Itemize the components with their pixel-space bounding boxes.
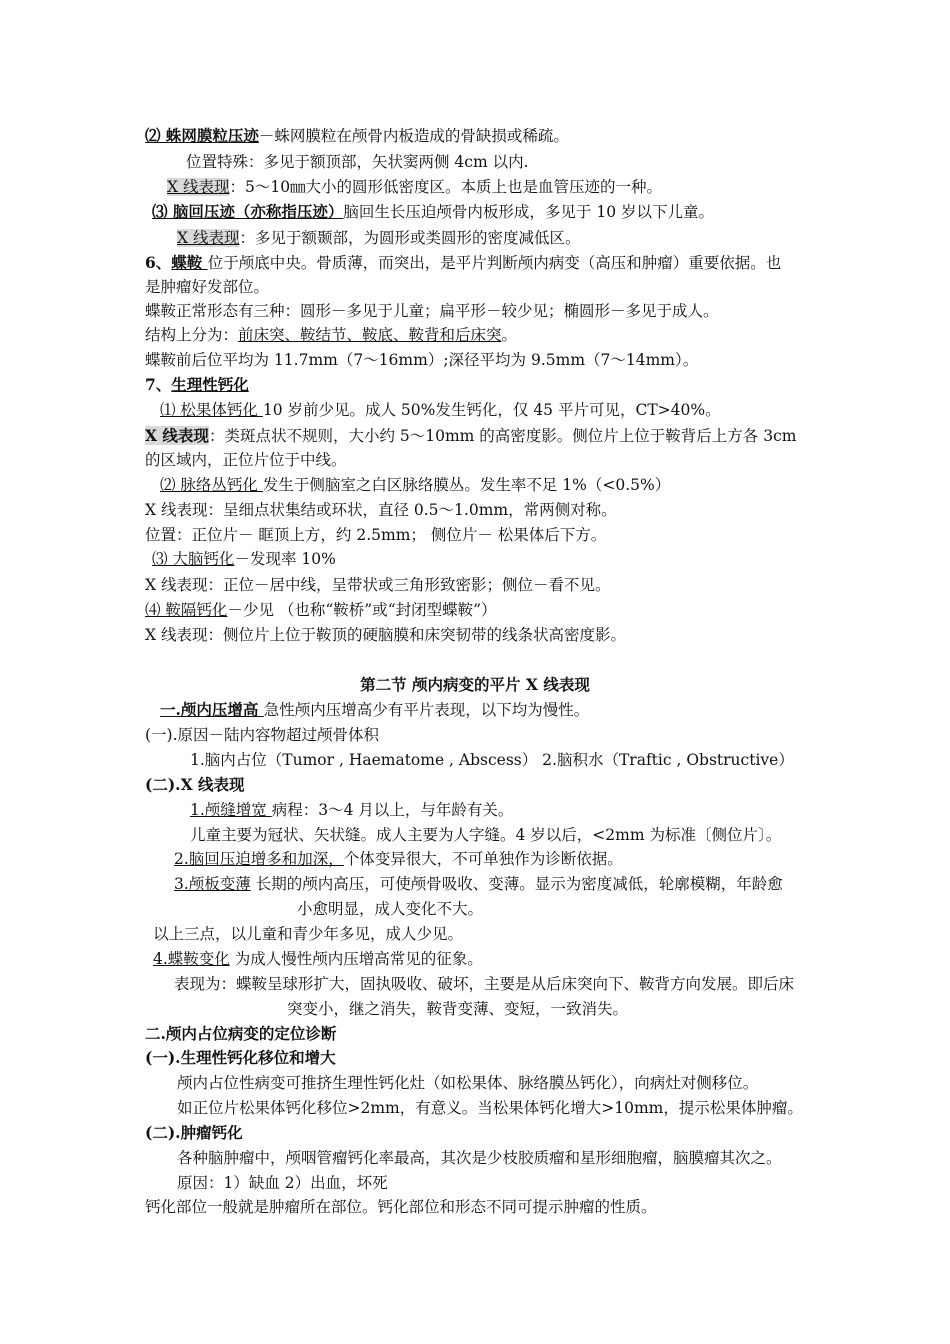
line-sella-structure: 结构上分为：前床突、鞍结节、鞍底、鞍背和后床突。 [145,326,518,344]
line-thinning: 3.颅板变薄 长期的颅内高压，可使颅骨吸收、变薄。显示为密度减低，轮廓模糊，年龄愈 [174,875,783,893]
line-tumor-calc-1: 各种脑肿瘤中，颅咽管瘤钙化率最高，其次是少枝胶质瘤和星形细胞瘤，脑膜瘤其次之。 [177,1149,782,1167]
line-manifest: 表现为：蝶鞍呈球形扩大，固执吸收、破坏，主要是从后床突向下、鞍背方向发展。即后床 [174,975,795,993]
line-displacement-2: 如正位片松果体钙化移位>2mm，有意义。当松果体钙化增大>10mm，提示松果体肿瘤。 [177,1099,803,1117]
line-sella-2: 是肿瘤好发部位。 [145,278,270,296]
heading-diaphragma: ⑷ 鞍隔钙化 [145,601,228,619]
section-title: 第二节 颅内病变的平片 X 线表现 [360,675,590,694]
line-xray-1: X 线表现：5～10㎜大小的圆形低密度区。本质上也是血管压迹的一种。 [167,178,663,196]
line-choroid: ⑵ 脉络丛钙化 发生于侧脑室之白区脉络膜丛。发生率不足 1%（<0.5%） [160,476,671,494]
heading-arachnoid: ⑵ 蛛网膜粒压迹 [145,126,259,145]
line-xray-heading: (二).X 线表现 [145,775,245,794]
line-pineal-2: 的区域内，正位片位于中线。 [145,451,347,469]
line-location: 位置特殊：多见于额顶部，矢状窦两侧 4cm 以内. [186,153,529,171]
line-displacement-1: 颅内占位性病变可推挤生理性钙化灶（如松果体、脉络膜丛钙化），向病灶对侧移位。 [177,1074,759,1092]
xray-label: X 线表现 [167,178,230,196]
heading-sella-change: 4.蝶鞍变化 [153,950,230,968]
line-xray-5: X 线表现：正位－居中线，呈带状或三角形致密影；侧位－看不见。 [145,576,611,594]
line-tumor-calc-2: 钙化部位一般就是肿瘤所在部位。钙化部位和形态不同可提示肿瘤的性质。 [145,1198,657,1216]
line-sella: 6、蝶鞍 位于颅底中央。骨质薄，而突出，是平片判断颅内病变（高压和肿瘤）重要依据。也 [145,253,782,272]
line-falx: ⑶ 大脑钙化－发现率 10% [152,550,336,568]
line-suture-2: 儿童主要为冠状、矢状缝。成人主要为人字缝。4 岁以后，<2mm 为标准〔侧位片〕。 [190,826,782,844]
line-physio-calcification: 7、生理性钙化 [145,375,249,394]
line-gyral-2: 2.脑回压迫增多和加深，个体变异很大，不可单独作为诊断依据。 [174,850,623,868]
line-tumor-calc-heading: (二).肿瘤钙化 [145,1123,243,1142]
heading-thinning: 3.颅板变薄 [174,875,251,893]
heading-choroid: ⑵ 脉络丛钙化 [160,476,263,494]
xray-label: X 线表现 [145,426,209,445]
heading-icp: 一.颅内压增高 [160,700,264,719]
line-xray-2: X 线表现：多见于额颞部，为圆形或类圆形的密度减低区。 [177,229,581,247]
heading-pineal: ⑴ 松果体钙化 [160,401,263,419]
heading-sella: 蝶鞍 [171,253,208,272]
heading-falx: ⑶ 大脑钙化 [152,550,235,568]
line-summary: 以上三点，以儿童和青少年多见，成人少见。 [153,925,464,943]
line-suture: 1.颅缝增宽 病程：3～4 月以上，与年龄有关。 [190,801,514,819]
line-arachnoid-impression: ⑵ 蛛网膜粒压迹－蛛网膜粒在颅骨内板造成的骨缺损或稀疏。 [145,126,569,145]
line-diaphragma: ⑷ 鞍隔钙化－少见 （也称“鞍桥”或“封闭型蝶鞍”） [145,601,497,619]
line-xray-4: X 线表现：呈细点状集结或环状，直径 0.5～1.0mm，常两侧对称。 [145,501,617,519]
line-gyral-impression: ⑶ 脑回压迹（亦称指压迹）脑回生长压迫颅骨内板形成，多见于 10 岁以下儿童。 [152,202,714,221]
line-xray-6: X 线表现：侧位片上位于鞍顶的硬脑膜和床突韧带的线条状高密度影。 [145,626,626,644]
line-position: 位置：正位片－ 眶顶上方，约 2.5mm； 侧位片－ 松果体后下方。 [145,526,607,544]
line-thinning-2: 小愈明显，成人变化不大。 [297,900,484,918]
heading-suture: 1.颅缝增宽 [190,801,272,819]
line-icp: 一.颅内压增高 急性颅内压增高少有平片表现，以下均为慢性。 [160,700,590,719]
heading-physio: 生理性钙化 [171,375,249,394]
line-sella-size: 蝶鞍前后位平均为 11.7mm（7～16mm）;深径平均为 9.5mm（7～14mm）。 [145,351,699,369]
xray-label: X 线表现 [177,229,240,247]
line-pineal: ⑴ 松果体钙化 10 岁前少见。成人 50%发生钙化，仅 45 平片可见，CT>40%。 [160,401,721,419]
heading-gyral-2: 2.脑回压迫增多和加深， [174,850,344,868]
line-tumor-calc-cause: 原因：1）缺血 2）出血，坏死 [177,1174,388,1192]
line-cause-list: 1.脑内占位（Tumor , Haematome , Abscess） 2.脑积水（Traftic , Obstructive） [190,751,794,769]
line-cause: (一).原因－陆内容物超过颅骨体积 [145,726,380,744]
heading-gyral: ⑶ 脑回压迹（亦称指压迹） [152,202,344,221]
line-sella-change: 4.蝶鞍变化 为成人慢性颅内压增高常见的征象。 [153,950,483,968]
line-sella-shapes: 蝶鞍正常形态有三种：圆形－多见于儿童；扁平形－较少见；椭圆形－多见于成人。 [145,302,719,320]
line-manifest-2: 突变小，继之消失，鞍背变薄、变短，一致消失。 [287,1000,629,1018]
line-xray-3: X 线表现：类斑点状不规则，大小约 5～10mm 的高密度影。侧位片上位于鞍背后上方各 3cm [145,426,797,445]
line-localization-heading: 二.颅内占位病变的定位诊断 [145,1024,337,1043]
line-displacement-heading: (一).生理性钙化移位和增大 [145,1048,336,1067]
